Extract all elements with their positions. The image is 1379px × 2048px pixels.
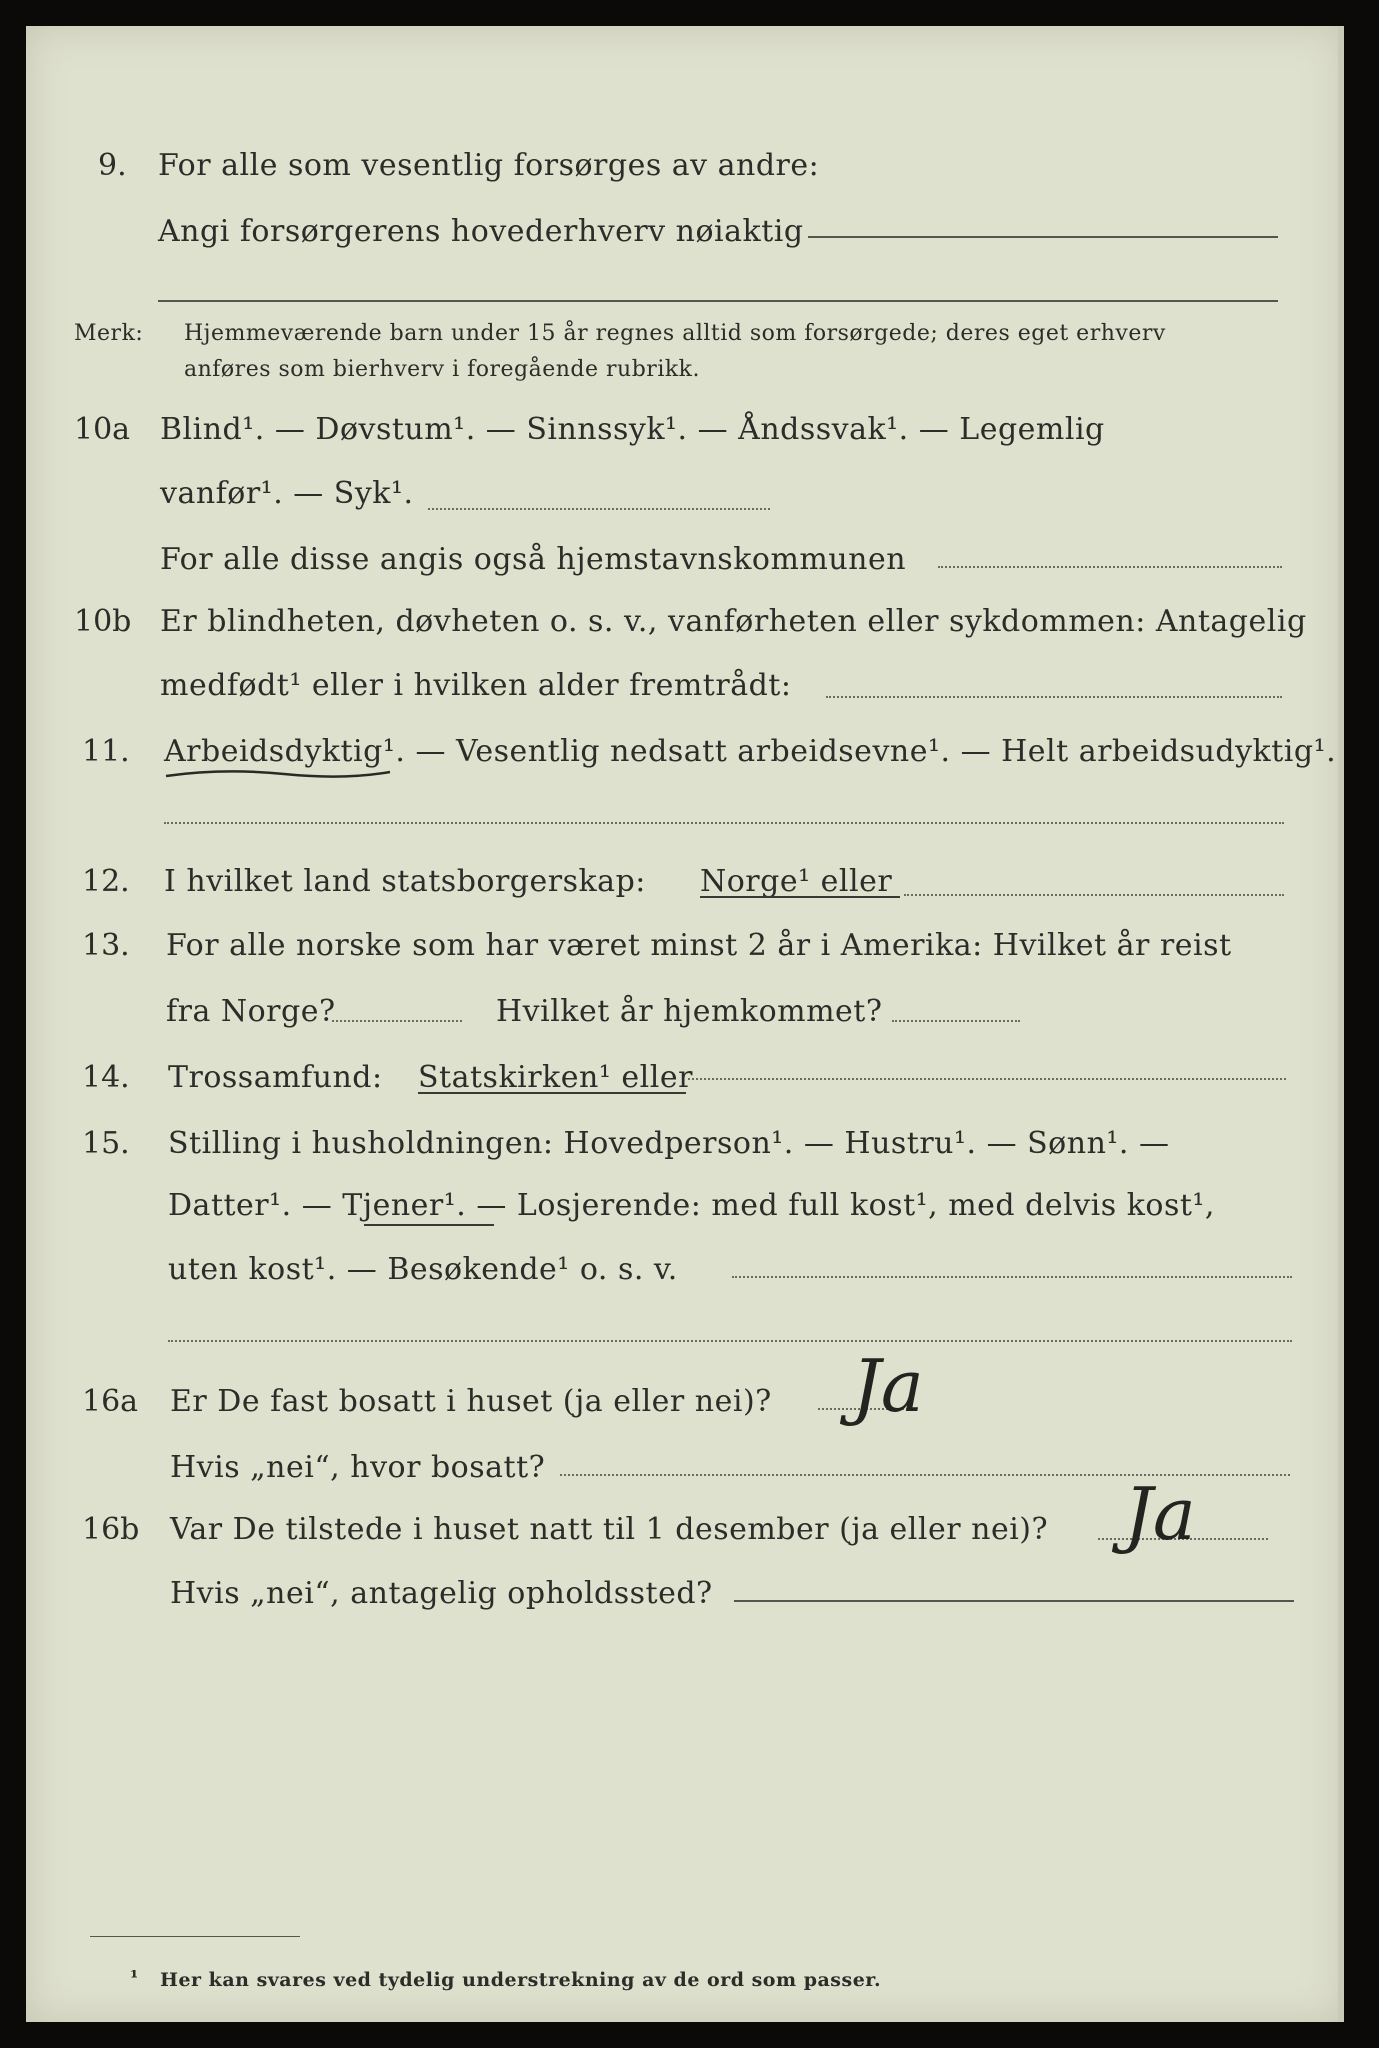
q15-handwritten-underline: [364, 1224, 494, 1226]
q16b-handwritten-answer: Ja: [1124, 1472, 1196, 1556]
q15-line3: uten kost¹. — Besøkende¹ o. s. v.: [168, 1252, 678, 1287]
q9-line2: Angi forsørgerens hovederhverv nøiaktig: [158, 214, 804, 249]
q14-answer: Statskirken¹ eller: [418, 1060, 693, 1095]
q10a-line1: Blind¹. — Døvstum¹. — Sinnssyk¹. — Åndssvak¹. — Legemlig: [160, 412, 1105, 447]
q15-answer-line: [732, 1276, 1292, 1278]
q10b-number: 10b: [74, 604, 132, 639]
q16a-line2: Hvis „nei“, hvor bosatt?: [170, 1450, 546, 1485]
q9-answer-line-2: [158, 300, 1278, 302]
q15-line1: Stilling i husholdningen: Hovedperson¹. — Hustru¹. — Sønn¹. —: [168, 1126, 1170, 1161]
q12-line1: I hvilket land statsborgerskap:: [164, 864, 646, 899]
footnote-rule: [90, 1936, 300, 1937]
q12-number: 12.: [82, 864, 130, 899]
q10a-line3: For alle disse angis også hjemstavnskommunen: [160, 542, 907, 577]
page-fold-edge: [1338, 26, 1344, 2022]
q10a-answer-line: [428, 508, 770, 510]
q16b-opholdssted-line: [734, 1600, 1294, 1602]
q14-number: 14.: [82, 1060, 130, 1095]
merk-line1: Hjemmeværende barn under 15 år regnes alltid som forsørgede; deres eget erhverv: [184, 321, 1166, 346]
q16b-line2: Hvis „nei“, antagelig opholdssted?: [170, 1576, 713, 1611]
q13-number: 13.: [82, 928, 130, 963]
q13-reist-line: [332, 1020, 462, 1022]
q13-line2a: fra Norge?: [166, 994, 336, 1029]
q10a-kommune-line: [938, 566, 1282, 568]
q13-line2b: Hvilket år hjemkommet?: [496, 994, 883, 1029]
q12-handwritten-underline: [700, 896, 900, 898]
q10a-number: 10a: [74, 412, 131, 447]
q16a-line1: Er De fast bosatt i huset (ja eller nei)?: [170, 1384, 772, 1419]
q10b-line1: Er blindheten, døvheten o. s. v., vanførheten eller sykdommen: Antagelig: [160, 604, 1307, 639]
merk-label: Merk:: [74, 321, 144, 346]
q11-number: 11.: [82, 734, 130, 769]
q11-answer-line: [164, 822, 1284, 824]
q16a-number: 16a: [82, 1384, 139, 1419]
q14-answer-line: [688, 1078, 1286, 1080]
q10b-answer-line: [826, 696, 1282, 698]
footnote-mark: ¹: [130, 1967, 139, 1989]
q9-answer-line: [808, 236, 1278, 238]
q16b-line1: Var De tilstede i huset natt til 1 desember (ja eller nei)?: [170, 1512, 1049, 1547]
q12-answer: Norge¹ eller: [700, 864, 893, 899]
footnote-text: Her kan svares ved tydelig understrekning av de ord som passer.: [160, 1969, 882, 1991]
q11-handwritten-underline: [164, 762, 394, 784]
q15-answer-line-2: [168, 1340, 1292, 1342]
q15-line2: Datter¹. — Tjener¹. — Losjerende: med full kost¹, med delvis kost¹,: [168, 1188, 1215, 1223]
q14-handwritten-underline: [418, 1092, 686, 1094]
q10b-line2: medfødt¹ eller i hvilken alder fremtrådt:: [160, 668, 792, 703]
merk-line2: anføres som bierhverv i foregående rubrikk.: [184, 357, 701, 382]
q16b-number: 16b: [82, 1512, 140, 1547]
q13-line1: For alle norske som har været minst 2 år i Amerika: Hvilket år reist: [166, 928, 1232, 963]
q9-line1: For alle som vesentlig forsørges av andre:: [158, 148, 820, 183]
q10a-line2: vanfør¹. — Syk¹.: [160, 476, 414, 511]
q11-line1: Arbeidsdyktig¹. — Vesentlig nedsatt arbeidsevne¹. — Helt arbeidsudyktig¹.: [164, 734, 1337, 769]
q16a-handwritten-answer: Ja: [852, 1344, 924, 1428]
q14-line1: Trossamfund:: [168, 1060, 383, 1095]
q9-number: 9.: [98, 148, 127, 183]
q15-number: 15.: [82, 1126, 130, 1161]
q12-answer-line: [904, 894, 1284, 896]
q13-hjemkommet-line: [892, 1020, 1020, 1022]
